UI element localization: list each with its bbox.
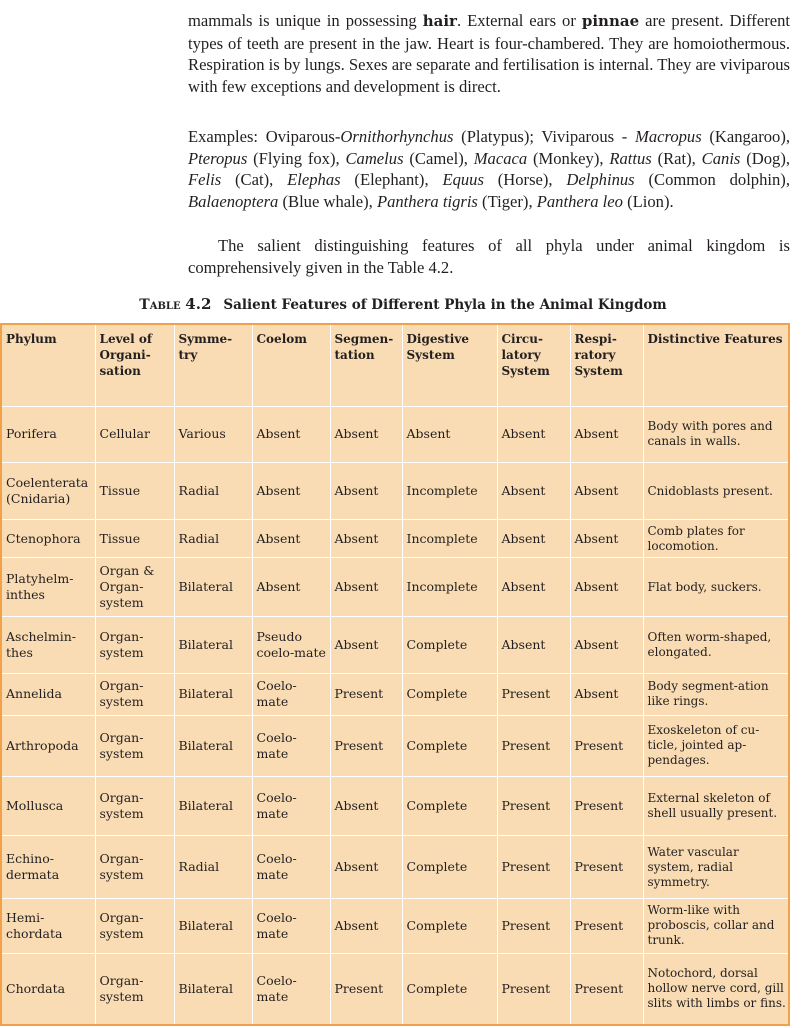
table-cell: Present (330, 715, 402, 776)
table-cell: Present (497, 673, 570, 715)
paragraph-text: (Flying fox), (247, 148, 346, 168)
table-cell: Absent (330, 520, 402, 558)
features-cell: Body with pores and canals in walls. (643, 406, 789, 463)
column-header: Symme-try (174, 324, 252, 406)
table-cell: Present (570, 777, 643, 836)
features-cell: Exoskeleton of cu-ticle, jointed ap-pendages. (643, 715, 789, 776)
paragraph-text: (Monkey), (527, 148, 610, 168)
species-name: Equus (442, 170, 484, 189)
phylum-cell: Chordata (1, 953, 95, 1025)
table-caption (0, 295, 806, 313)
table-cell: Coelo-mate (252, 673, 330, 715)
phylum-cell: Ctenophora (1, 520, 95, 558)
species-name: Felis (188, 170, 222, 189)
table-cell: Organ & Organ-system (95, 558, 174, 617)
paragraph-text: (Blue whale), (278, 191, 377, 211)
table-cell: Complete (402, 835, 497, 898)
table-cell: Present (570, 715, 643, 776)
paragraph-text: (Horse), (483, 170, 567, 189)
table-cell: Absent (570, 463, 643, 520)
phylum-cell: Arthropoda (1, 715, 95, 776)
table-cell: Absent (252, 463, 330, 520)
table-row (1, 558, 789, 617)
table-row (1, 899, 789, 954)
table-cell: Present (570, 953, 643, 1025)
table-row (1, 715, 789, 776)
table-row (1, 835, 789, 898)
table-cell: Present (497, 953, 570, 1025)
phyla-table (0, 323, 790, 1026)
table-cell: Absent (402, 406, 497, 463)
table-cell: Organ-system (95, 953, 174, 1025)
table-cell: Organ-system (95, 715, 174, 776)
table-cell: Absent (497, 463, 570, 520)
phylum-cell: Aschelmin-thes (1, 617, 95, 674)
species-name: Balaenoptera (188, 191, 279, 211)
features-cell: Body segment-ation like rings. (643, 673, 789, 715)
phylum-cell: Mollusca (1, 777, 95, 836)
table-cell: Coelo-mate (252, 953, 330, 1025)
column-header: Level of Organi-sation (95, 324, 174, 406)
table-cell: Incomplete (402, 463, 497, 520)
paragraph-text: (Lion). (622, 191, 674, 211)
species-name: Macaca (473, 148, 528, 168)
paragraph-text: mammals is unique in possessing (188, 11, 423, 30)
phylum-cell: Echino-dermata (1, 835, 95, 898)
features-cell: Flat body, suckers. (643, 558, 789, 617)
features-cell: Water vascular system, radial symmetry. (643, 835, 789, 898)
features-cell: External skeleton of shell usually present. (643, 777, 789, 836)
table-cell: Complete (402, 953, 497, 1025)
table-cell: Bilateral (174, 899, 252, 954)
paragraph-text: (Elephant), (340, 170, 443, 189)
table-cell: Absent (330, 899, 402, 954)
table-cell: Radial (174, 463, 252, 520)
features-cell: Notochord, dorsal hollow nerve cord, gill slits with limbs or fins. (643, 953, 789, 1025)
table-cell: Complete (402, 715, 497, 776)
table-cell: Absent (497, 520, 570, 558)
table-cell: Cellular (95, 406, 174, 463)
table-cell: Absent (330, 777, 402, 836)
species-name: Delphinus (566, 170, 635, 189)
table-cell: Bilateral (174, 558, 252, 617)
table-cell: Present (570, 899, 643, 954)
table-cell: Organ-system (95, 673, 174, 715)
species-name: Panthera leo (536, 191, 623, 211)
paragraph-text: Examples: Oviparous- (188, 127, 341, 146)
table-cell: Absent (570, 520, 643, 558)
table-cell: Absent (570, 558, 643, 617)
mammal-paragraph (188, 10, 790, 97)
table-row (1, 953, 789, 1025)
column-header: Digestive System (402, 324, 497, 406)
species-name: Ornithorhynchus (340, 127, 454, 146)
table-cell: Present (497, 715, 570, 776)
caption-title: Salient Features of Different Phyla in the Animal Kingdom (223, 297, 667, 313)
table-cell: Organ-system (95, 777, 174, 836)
table-cell: Absent (252, 520, 330, 558)
paragraph-text: (Platypus); Viviparous - (453, 127, 635, 146)
keyword-pinnae: pinnae (581, 12, 640, 30)
table-cell: Incomplete (402, 520, 497, 558)
table-cell: Coelo-mate (252, 777, 330, 836)
intro-paragraph: The salient distinguishing features of all phyla under animal kingdom is comprehensively given in the Table 4.2. (188, 236, 790, 277)
table-cell: Present (497, 899, 570, 954)
table-row (1, 463, 789, 520)
table-cell: Coelo-mate (252, 715, 330, 776)
table-cell: Present (330, 673, 402, 715)
table-cell: Bilateral (174, 673, 252, 715)
table-cell: Absent (570, 617, 643, 674)
table-cell: Pseudo coelo-mate (252, 617, 330, 674)
features-cell: Often worm-shaped, elongated. (643, 617, 789, 674)
species-name: Camelus (345, 148, 404, 168)
table-cell: Absent (497, 617, 570, 674)
table-cell: Absent (497, 406, 570, 463)
table-cell: Incomplete (402, 558, 497, 617)
table-cell: Absent (497, 558, 570, 617)
table-cell: Absent (570, 406, 643, 463)
paragraph-text: (Kangaroo), (701, 127, 790, 146)
table-cell: Present (330, 953, 402, 1025)
table-cell: Coelo-mate (252, 835, 330, 898)
table-cell: Absent (330, 463, 402, 520)
table-cell: Absent (330, 617, 402, 674)
table-cell: Absent (570, 673, 643, 715)
table-cell: Complete (402, 777, 497, 836)
table-cell: Coelo-mate (252, 899, 330, 954)
column-header: Distinctive Features (643, 324, 789, 406)
table-header-row (1, 324, 789, 406)
table-cell: Radial (174, 835, 252, 898)
table-cell: Radial (174, 520, 252, 558)
caption-number: 4.2 (185, 295, 212, 313)
paragraph-text: are present. Different types of teeth are present in the jaw. Heart is four-chambered. They are homoiothermous. Respiration is by lungs. Sexes are separate and fertilisation is internal. They are viviparous with few exceptions and development is direct. (188, 11, 790, 96)
phylum-cell: Porifera (1, 406, 95, 463)
table-cell: Absent (330, 835, 402, 898)
table-cell: Various (174, 406, 252, 463)
table-cell: Organ-system (95, 899, 174, 954)
paragraph-text: . External ears or (456, 11, 582, 30)
table-cell: Organ-system (95, 617, 174, 674)
table-cell: Absent (330, 558, 402, 617)
table-cell: Organ-system (95, 835, 174, 898)
table-cell: Bilateral (174, 617, 252, 674)
paragraph-text: (Dog), (740, 148, 790, 168)
column-header: Segmen-tation (330, 324, 402, 406)
features-cell: Comb plates for locomotion. (643, 520, 789, 558)
table-cell: Present (497, 835, 570, 898)
features-cell: Cnidoblasts present. (643, 463, 789, 520)
keyword-hair: hair (422, 12, 457, 30)
species-name: Elephas (287, 170, 341, 189)
phylum-cell: Platyhelm-inthes (1, 558, 95, 617)
paragraph-text: (Camel), (403, 148, 474, 168)
species-name: Panthera tigris (376, 191, 478, 211)
table-cell: Bilateral (174, 777, 252, 836)
phylum-cell: Coelenterata (Cnidaria) (1, 463, 95, 520)
table-row (1, 673, 789, 715)
paragraph-text: (Tiger), (477, 191, 537, 211)
column-header: Respi-ratory System (570, 324, 643, 406)
phylum-cell: Hemi-chordata (1, 899, 95, 954)
table-cell: Tissue (95, 463, 174, 520)
table-cell: Tissue (95, 520, 174, 558)
caption-label: Table (139, 297, 181, 313)
species-name: Canis (701, 148, 741, 168)
table-row (1, 406, 789, 463)
table-cell: Bilateral (174, 715, 252, 776)
column-header: Circu-latory System (497, 324, 570, 406)
species-name: Pteropus (188, 148, 248, 168)
table-cell: Absent (330, 406, 402, 463)
species-name: Macropus (635, 127, 702, 146)
paragraph-text: (Common dolphin), (634, 170, 790, 189)
examples-paragraph (188, 126, 790, 212)
column-header: Phylum (1, 324, 95, 406)
column-header: Coelom (252, 324, 330, 406)
species-name: Rattus (609, 148, 652, 168)
features-cell: Worm-like with proboscis, collar and trunk. (643, 899, 789, 954)
table-row (1, 617, 789, 674)
table-row (1, 777, 789, 836)
phylum-cell: Annelida (1, 673, 95, 715)
paragraph-text: (Cat), (221, 170, 288, 189)
table-cell: Absent (252, 406, 330, 463)
table-cell: Complete (402, 899, 497, 954)
table-cell: Present (497, 777, 570, 836)
table-cell: Complete (402, 617, 497, 674)
table-cell: Absent (252, 558, 330, 617)
paragraph-text: (Rat), (651, 148, 702, 168)
table-row (1, 520, 789, 558)
table-cell: Bilateral (174, 953, 252, 1025)
table-cell: Present (570, 835, 643, 898)
table-cell: Complete (402, 673, 497, 715)
